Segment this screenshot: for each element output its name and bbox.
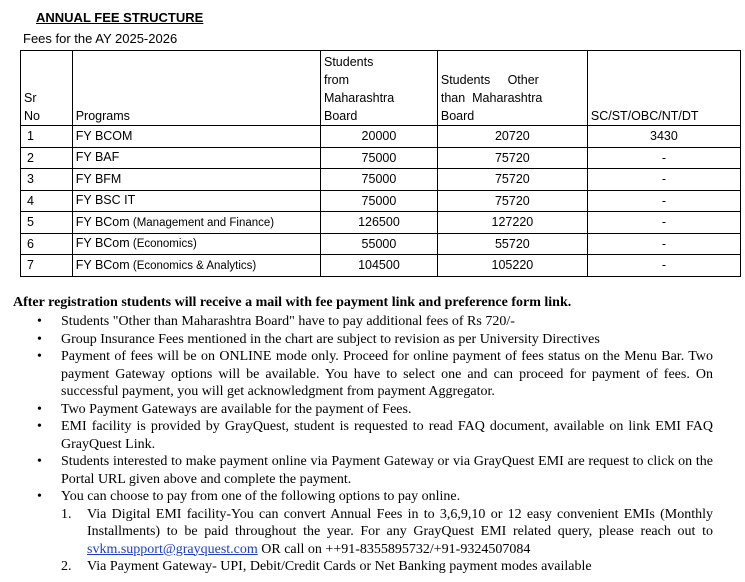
table-row (21, 233, 741, 255)
table-row (21, 255, 741, 277)
header-mh-line: Board (323, 109, 358, 123)
bullet-icon: • (37, 349, 42, 364)
note-text: Group Insurance Fees mentioned in the chart are subject to revision as per University Directives (61, 331, 600, 347)
maharashtra-fee-cell: 126500 (320, 212, 437, 234)
header-other-line: than Maharashtra (440, 91, 543, 105)
header-mh-line: from (323, 73, 349, 87)
page-title: ANNUAL FEE STRUCTURE (36, 10, 204, 25)
program-name: FY BCOM (75, 128, 133, 143)
table-row (21, 212, 741, 234)
header-programs: Programs (72, 51, 320, 126)
maharashtra-fee-cell: 20000 (320, 126, 437, 148)
sr-cell: 2 (21, 147, 73, 169)
category-fee-cell: - (587, 233, 740, 255)
header-sr-line: Sr (24, 91, 37, 105)
other-board-fee-cell: 75720 (437, 147, 587, 169)
program-cell (72, 190, 320, 212)
note-text: Payment of fees will be on ONLINE mode only. Proceed for online payment of fees status on the Menu Bar. Two payment Gateway options will be available. You have to select one and can proceed for payment of fees. On successful payment, you will get acknowledgment from payment Aggregator. (61, 349, 713, 399)
bullet-icon: • (37, 401, 42, 417)
program-cell (72, 169, 320, 191)
program-name: FY BCom (75, 214, 130, 229)
payment-option (61, 558, 713, 576)
note-text: Students "Other than Maharashtra Board" have to pay additional fees of Rs 720/- (61, 314, 515, 329)
table-row (21, 126, 741, 148)
table-header-row (21, 51, 741, 126)
maharashtra-fee-cell: 75000 (320, 147, 437, 169)
sr-cell: 5 (21, 212, 73, 234)
sr-cell: 6 (21, 233, 73, 255)
bullet-icon: • (37, 419, 42, 434)
payment-option (61, 506, 713, 559)
header-other-line: Students Other (440, 73, 539, 87)
list-item (37, 488, 713, 576)
other-board-fee-cell: 75720 (437, 190, 587, 212)
sr-cell: 1 (21, 126, 73, 148)
option-text: Via Digital EMI facility-You can convert Annual Fees in to 3,6,9,10 or 12 easy convenient EMIs (Monthly Installments) to be paid throughout the year. For any GrayQuest EMI related query, please reach out to (87, 506, 713, 539)
maharashtra-fee-cell: 104500 (320, 255, 437, 277)
option-text: Via Payment Gateway- UPI, Debit/Credit Cards or Net Banking payment modes available (87, 559, 592, 574)
category-fee-cell: - (587, 190, 740, 212)
maharashtra-fee-cell: 55000 (320, 233, 437, 255)
option-text-after: OR call on ++91-8355895732/+91-9324507084 (257, 541, 531, 557)
table-row (21, 190, 741, 212)
list-item (37, 401, 713, 419)
option-number: 1. (61, 506, 72, 522)
notes-list (37, 313, 713, 576)
table-row (21, 169, 741, 191)
other-board-fee-cell: 75720 (437, 169, 587, 191)
note-text: Two Payment Gateways are available for the payment of Fees. (61, 401, 412, 417)
header-sr-line: No (24, 109, 40, 123)
other-board-fee-cell: 20720 (437, 126, 587, 148)
program-note: (Economics & Analytics) (129, 259, 257, 272)
note-text: Students interested to make payment online via Payment Gateway or via GrayQuest EMI are request to click on the Portal URL given above and complete the payment. (61, 454, 713, 487)
list-item (37, 331, 713, 349)
header-other-board (437, 51, 587, 126)
bullet-icon: • (37, 489, 42, 504)
category-fee-cell: - (587, 212, 740, 234)
program-cell (72, 255, 320, 277)
program-note: (Economics) (129, 238, 197, 251)
header-maharashtra-board (320, 51, 437, 126)
program-name: FY BFM (75, 171, 122, 186)
header-other-line: Board (440, 109, 475, 123)
note-text: You can choose to pay from one of the following options to pay online. (61, 489, 461, 504)
sr-cell: 3 (21, 169, 73, 191)
program-cell (72, 212, 320, 234)
table-row (21, 147, 741, 169)
program-cell (72, 126, 320, 148)
note-text: EMI facility is provided by GrayQuest, student is requested to read FAQ document, available on link EMI FAQ GrayQuest Link. (61, 419, 713, 452)
program-name: FY BSC IT (75, 193, 136, 208)
sr-cell: 7 (21, 255, 73, 277)
list-item (37, 418, 713, 453)
list-item (37, 453, 713, 488)
program-name: FY BCom (75, 257, 130, 272)
sr-cell: 4 (21, 190, 73, 212)
list-item (37, 348, 713, 401)
program-name: FY BCom (75, 236, 130, 251)
bullet-icon: • (37, 454, 42, 469)
header-sr-no (21, 51, 73, 126)
academic-year-subtitle: Fees for the AY 2025-2026 (23, 31, 178, 46)
payment-options-list (61, 506, 713, 576)
maharashtra-fee-cell: 75000 (320, 190, 437, 212)
bullet-icon: • (37, 331, 42, 347)
other-board-fee-cell: 55720 (437, 233, 587, 255)
category-fee-cell: - (587, 169, 740, 191)
program-cell (72, 147, 320, 169)
fee-table (20, 50, 741, 277)
category-fee-cell: 3430 (587, 126, 740, 148)
notes-heading: After registration students will receive a mail with fee payment link and preference form link. (13, 295, 572, 310)
header-mh-line: Maharashtra (323, 91, 395, 105)
list-item (37, 313, 713, 331)
option-number: 2. (61, 559, 72, 574)
header-reserved-category: SC/ST/OBC/NT/DT (587, 51, 740, 126)
other-board-fee-cell: 127220 (437, 212, 587, 234)
maharashtra-fee-cell: 75000 (320, 169, 437, 191)
program-cell (72, 233, 320, 255)
program-note: (Management and Finance) (129, 216, 275, 229)
category-fee-cell: - (587, 255, 740, 277)
bullet-icon: • (37, 314, 42, 329)
other-board-fee-cell: 105220 (437, 255, 587, 277)
support-email-link[interactable]: svkm.support@grayquest.com (87, 541, 258, 557)
category-fee-cell: - (587, 147, 740, 169)
header-mh-line: Students (323, 55, 374, 69)
program-name: FY BAF (75, 150, 120, 165)
